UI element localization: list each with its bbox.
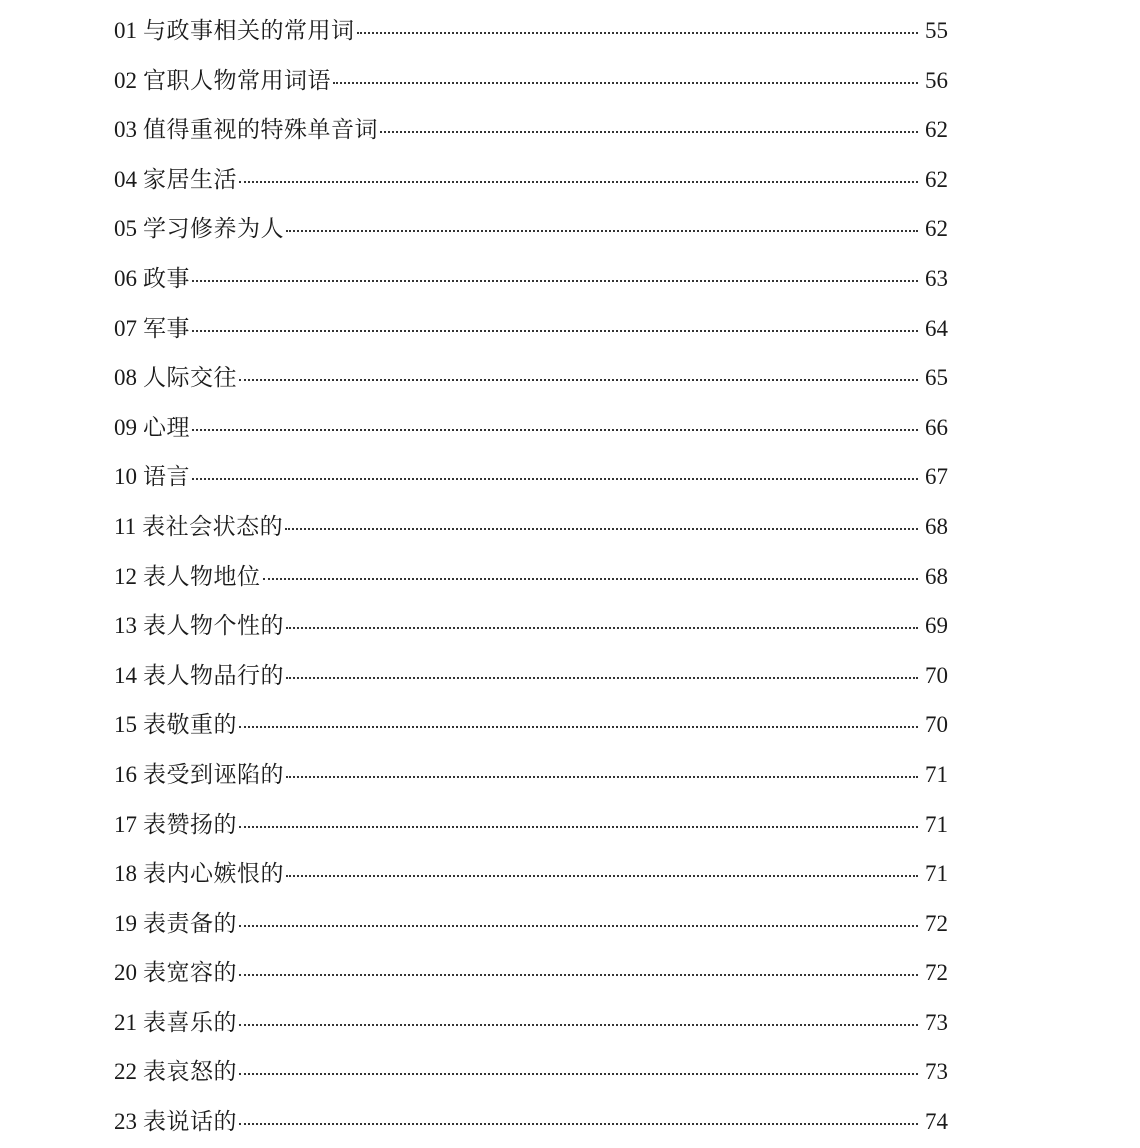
toc-dot-leader <box>357 32 919 34</box>
toc-entry-page: 70 <box>925 662 948 688</box>
toc-entry[interactable] <box>114 1047 948 1097</box>
toc-entry-page: 67 <box>925 464 948 490</box>
toc-entry-number: 06 <box>114 265 137 291</box>
toc-entry-page: 62 <box>925 216 948 242</box>
toc-entry-number: 11 <box>114 513 137 539</box>
toc-entry[interactable] <box>114 998 948 1048</box>
toc-entry-page: 64 <box>925 315 948 341</box>
toc-entry-number: 17 <box>114 811 137 837</box>
toc-dot-leader <box>192 280 918 282</box>
toc-entry-page: 71 <box>925 761 948 787</box>
toc-entry-number: 18 <box>114 861 137 887</box>
toc-entry[interactable] <box>114 601 948 651</box>
toc-entry-number: 14 <box>114 662 137 688</box>
toc-entry[interactable] <box>114 700 948 750</box>
toc-entry[interactable] <box>114 155 948 205</box>
toc-entry-title: 表宽容的 <box>143 960 237 987</box>
toc-entry-number: 03 <box>114 117 137 143</box>
toc-entry-number: 08 <box>114 365 137 391</box>
toc-entry-page: 56 <box>925 67 948 93</box>
toc-entry[interactable] <box>114 105 948 155</box>
toc-entry-title: 表赞扬的 <box>143 811 237 838</box>
toc-entry[interactable] <box>114 651 948 701</box>
toc-entry-title: 表内心嫉恨的 <box>143 861 284 888</box>
toc-entry[interactable] <box>114 800 948 850</box>
toc-entry[interactable] <box>114 899 948 949</box>
toc-dot-leader <box>286 875 918 877</box>
toc-entry-title: 表喜乐的 <box>143 1009 237 1036</box>
toc-entry-number: 21 <box>114 1009 137 1035</box>
toc-entry-number: 19 <box>114 910 137 936</box>
toc-entry-title: 人际交往 <box>143 365 237 392</box>
toc-entry-title: 官职人物常用词语 <box>143 67 331 94</box>
toc-entry[interactable] <box>114 254 948 304</box>
toc-entry-number: 16 <box>114 761 137 787</box>
toc-entry-number: 09 <box>114 414 137 440</box>
toc-entry[interactable] <box>114 1097 948 1147</box>
toc-entry-page: 73 <box>925 1009 948 1035</box>
toc-entry-title: 政事 <box>143 265 190 292</box>
toc-entry[interactable] <box>114 452 948 502</box>
toc-entry[interactable] <box>114 6 948 56</box>
toc-entry[interactable] <box>114 750 948 800</box>
table-of-contents <box>114 6 948 1147</box>
toc-entry-title: 表人物个性的 <box>143 613 284 640</box>
toc-entry-title: 值得重视的特殊单音词 <box>143 117 378 144</box>
toc-entry-page: 62 <box>925 117 948 143</box>
toc-entry-page: 68 <box>925 563 948 589</box>
toc-dot-leader <box>239 1123 918 1125</box>
toc-entry[interactable] <box>114 403 948 453</box>
toc-entry[interactable] <box>114 204 948 254</box>
toc-dot-leader <box>192 330 918 332</box>
toc-entry[interactable] <box>114 56 948 106</box>
toc-entry-title: 军事 <box>143 315 190 342</box>
toc-dot-leader <box>285 528 918 530</box>
toc-entry-number: 20 <box>114 960 137 986</box>
toc-dot-leader <box>333 82 918 84</box>
toc-entry-title: 表敬重的 <box>143 712 237 739</box>
toc-dot-leader <box>239 826 918 828</box>
toc-entry-number: 01 <box>114 18 137 43</box>
toc-entry-page: 65 <box>925 365 948 391</box>
toc-entry-number: 07 <box>114 315 137 341</box>
toc-dot-leader <box>286 627 918 629</box>
toc-dot-leader <box>239 181 918 183</box>
toc-entry[interactable] <box>114 849 948 899</box>
toc-entry-title: 学习修养为人 <box>143 216 284 243</box>
toc-entry-title: 表社会状态的 <box>142 513 284 540</box>
toc-entry[interactable] <box>114 948 948 998</box>
toc-dot-leader <box>239 726 918 728</box>
toc-dot-leader <box>239 974 918 976</box>
toc-entry-page: 69 <box>925 613 948 639</box>
toc-dot-leader <box>286 776 918 778</box>
toc-entry-page: 74 <box>925 1109 948 1135</box>
toc-entry[interactable] <box>114 304 948 354</box>
toc-dot-leader <box>380 131 918 133</box>
toc-entry[interactable] <box>114 353 948 403</box>
toc-dot-leader <box>286 230 918 232</box>
toc-entry-number: 12 <box>114 563 137 589</box>
toc-dot-leader <box>263 578 919 580</box>
toc-entry-page: 72 <box>925 960 948 986</box>
toc-entry-title: 表人物品行的 <box>143 662 284 689</box>
toc-entry[interactable] <box>114 552 948 602</box>
toc-entry-number: 22 <box>114 1059 137 1085</box>
toc-entry-number: 04 <box>114 166 137 192</box>
toc-entry-page: 71 <box>925 861 948 887</box>
toc-entry-page: 63 <box>925 265 948 291</box>
toc-entry-title: 与政事相关的常用词 <box>143 18 355 44</box>
toc-dot-leader <box>239 1073 918 1075</box>
toc-entry-page: 68 <box>925 513 948 539</box>
toc-entry[interactable] <box>114 502 948 552</box>
toc-dot-leader <box>192 478 918 480</box>
toc-entry-page: 66 <box>925 414 948 440</box>
toc-entry-page: 55 <box>925 18 948 43</box>
toc-dot-leader <box>192 429 918 431</box>
toc-entry-title: 表哀怒的 <box>143 1059 237 1086</box>
toc-entry-page: 71 <box>925 811 948 837</box>
toc-entry-number: 05 <box>114 216 137 242</box>
toc-entry-number: 15 <box>114 712 137 738</box>
toc-entry-title: 家居生活 <box>143 166 237 193</box>
toc-dot-leader <box>239 379 918 381</box>
toc-entry-title: 表责备的 <box>143 910 237 937</box>
toc-dot-leader <box>239 925 918 927</box>
toc-dot-leader <box>286 677 918 679</box>
toc-entry-title: 表人物地位 <box>143 563 261 590</box>
toc-entry-number: 23 <box>114 1109 137 1135</box>
toc-entry-number: 10 <box>114 464 137 490</box>
toc-dot-leader <box>239 1024 918 1026</box>
toc-entry-number: 02 <box>114 67 137 93</box>
toc-entry-title: 语言 <box>143 464 190 491</box>
toc-entry-title: 表说话的 <box>143 1109 237 1136</box>
toc-entry-title: 表受到诬陷的 <box>143 761 284 788</box>
toc-entry-page: 62 <box>925 166 948 192</box>
toc-entry-page: 72 <box>925 910 948 936</box>
toc-entry-title: 心理 <box>143 414 190 441</box>
toc-entry-page: 70 <box>925 712 948 738</box>
toc-entry-page: 73 <box>925 1059 948 1085</box>
toc-entry-number: 13 <box>114 613 137 639</box>
